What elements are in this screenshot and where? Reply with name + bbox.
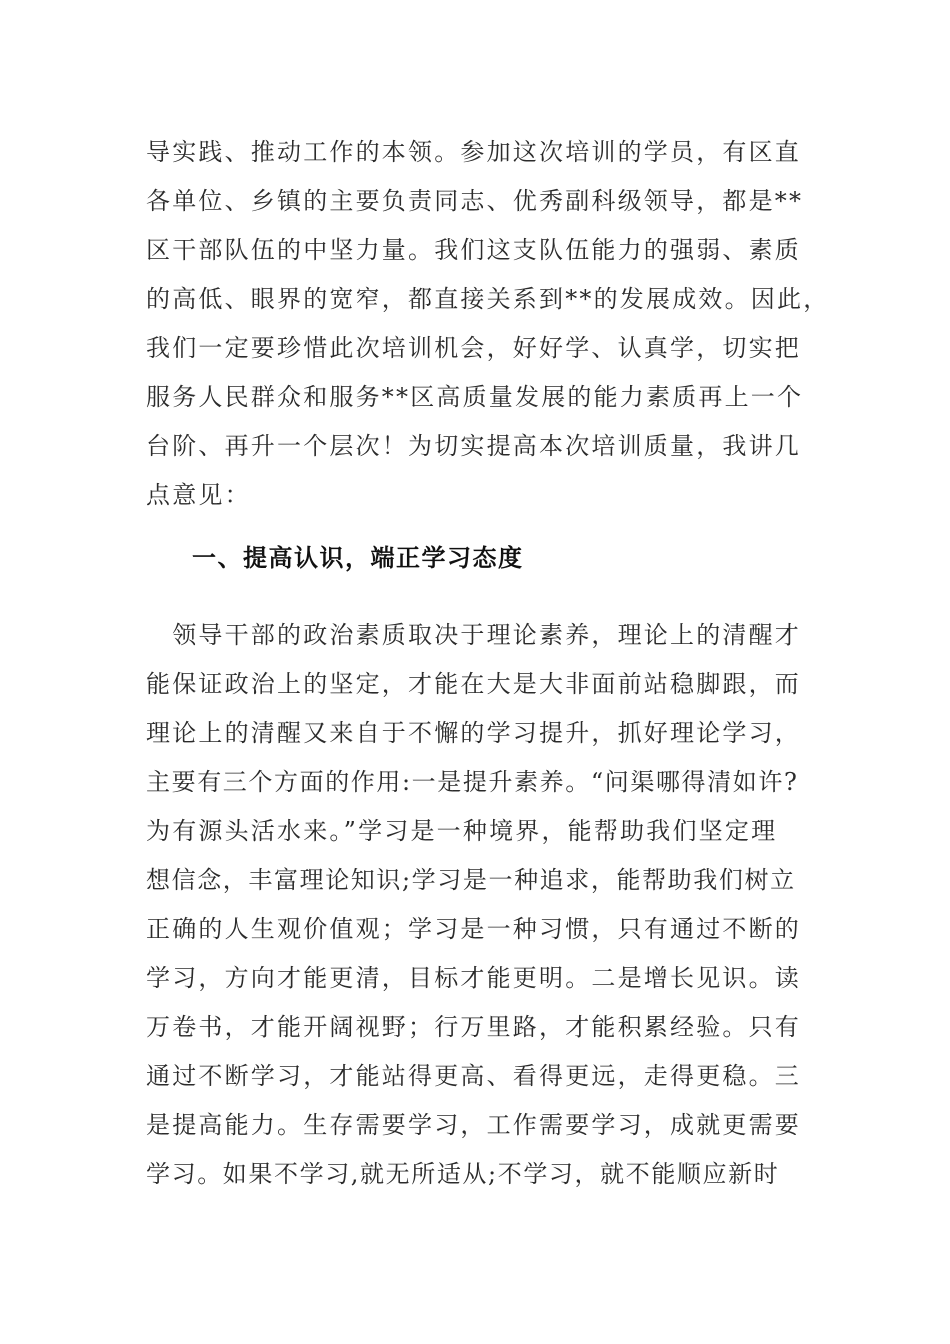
paragraph-line: 区干部队伍的中坚力量。我们这支队伍能力的强弱、素质 (146, 236, 801, 264)
paragraph-line: 的高低、眼界的宽窄，都直接关系到**的发展成效。因此， (146, 285, 830, 313)
paragraph-body (146, 611, 806, 1199)
paragraph-line: 学习。如果不学习,就无所适从;不学习，就不能顺应新时 (146, 1160, 780, 1188)
paragraph-line: 是提高能力。生存需要学习，工作需要学习，成就更需要 (146, 1111, 801, 1139)
paragraph-line: 正确的人生观价值观；学习是一种习惯，只有通过不断的 (146, 915, 801, 943)
paragraph-line: 服务人民群众和服务**区高质量发展的能力素质再上一个 (146, 383, 804, 411)
paragraph-line: 导实践、推动工作的本领。参加这次培训的学员，有区直 (146, 138, 801, 166)
paragraph-line: 万卷书，才能开阔视野；行万里路，才能积累经验。只有 (146, 1013, 801, 1041)
paragraph-line: 通过不断学习，才能站得更高、看得更远，走得更稳。三 (146, 1062, 801, 1090)
paragraph-line: 能保证政治上的坚定，才能在大是大非面前站稳脚跟，而 (146, 670, 801, 698)
paragraph-line: 为有源头活水来。”学习是一种境界，能帮助我们坚定理 (146, 817, 778, 845)
section-heading: 一、提高认识，端正学习态度 (192, 544, 524, 572)
paragraph-line: 点意见： (146, 481, 251, 509)
paragraph-line: 台阶、再升一个层次！为切实提高本次培训质量，我讲几 (146, 432, 801, 460)
paragraph-line: 各单位、乡镇的主要负责同志、优秀副科级领导，都是** (146, 187, 804, 215)
paragraph-line: 理论上的清醒又来自于不懈的学习提升，抓好理论学习， (146, 719, 801, 747)
paragraph-intro (146, 128, 830, 520)
paragraph-line: 我们一定要珍惜此次培训机会，好好学、认真学，切实把 (146, 334, 801, 362)
paragraph-line: 主要有三个方面的作用:一是提升素养。“问渠哪得清如许? (146, 768, 799, 796)
paragraph-line: 想信念，丰富理论知识;学习是一种追求，能帮助我们树立 (146, 866, 796, 894)
paragraph-line: 领导干部的政治素质取决于理论素养，理论上的清醒才 (146, 621, 801, 649)
paragraph-line: 学习，方向才能更清，目标才能更明。二是增长见识。读 (146, 964, 801, 992)
